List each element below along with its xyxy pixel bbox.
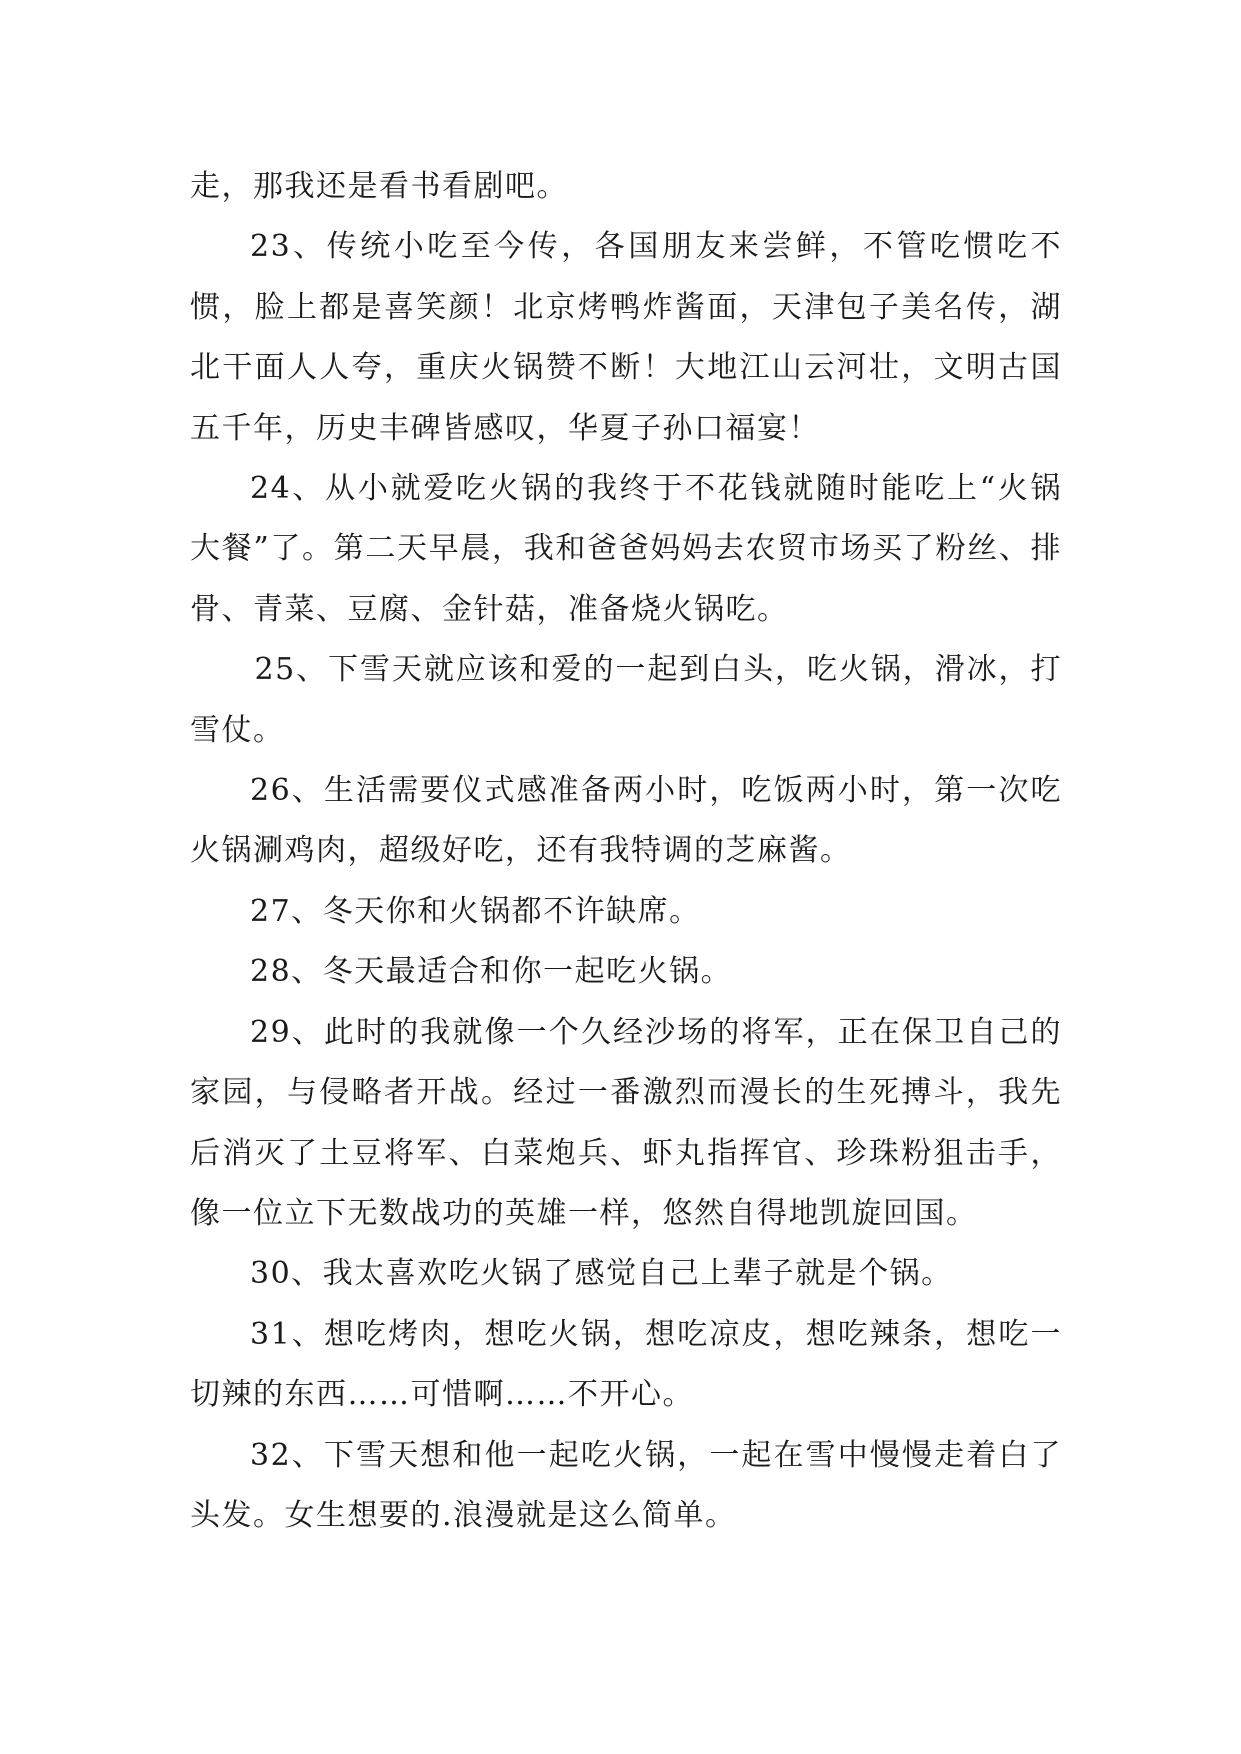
paragraph-23: 23、传统小吃至今传，各国朋友来尝鲜，不管吃惯吃不惯，脸上都是喜笑颜！北京烤鸭炸酱面，天津包子美名传，湖北干面人人夸，重庆火锅赞不断！大地江山云河壮，文明古国五千年，历史丰碑皆感叹，华夏子孙口福宴！: [190, 229, 1062, 446]
paragraph-31: 31、想吃烤肉，想吃火锅，想吃凉皮，想吃辣条，想吃一切辣的东西……可惜啊……不开心。: [190, 1316, 1062, 1413]
paragraph-28: 28、冬天最适合和你一起吃火锅。: [250, 954, 733, 990]
paragraph-32: 32、下雪天想和他一起吃火锅，一起在雪中慢慢走着白了头发。女生想要的.浪漫就是这么简单。: [190, 1437, 1062, 1533]
paragraph-27: 27、冬天你和火锅都不许缺席。: [250, 893, 701, 929]
paragraph-continuation: 走，那我还是看书看剧吧。: [190, 169, 568, 204]
paragraph-29: 29、此时的我就像一个久经沙场的将军，正在保卫自己的家园，与侵略者开战。经过一番激烈而漫长的生死搏斗，我先后消灭了土豆将军、白菜炮兵、虾丸指挥官、珍珠粉狙击手，像一位立下无数战功的英雄一样，悠然自得地凯旋回国。: [190, 1014, 1062, 1231]
paragraph-26: 26、生活需要仪式感准备两小时，吃饭两小时，第一次吃火锅涮鸡肉，超级好吃，还有我特调的芝麻酱。: [190, 773, 1062, 869]
document-body: [190, 157, 1062, 1546]
paragraph-24: 24、从小就爱吃火锅的我终于不花钱就随时能吃上“火锅大餐”了。第二天早晨，我和爸爸妈妈去农贸市场买了粉丝、排骨、青菜、豆腐、金针菇，准备烧火锅吃。: [190, 471, 1062, 627]
paragraph-30: 30、我太喜欢吃火锅了感觉自己上辈子就是个锅。: [250, 1256, 953, 1292]
paragraph-25: 25、下雪天就应该和爱的一起到白头，吃火锅，滑冰，打雪仗。: [190, 652, 1062, 748]
